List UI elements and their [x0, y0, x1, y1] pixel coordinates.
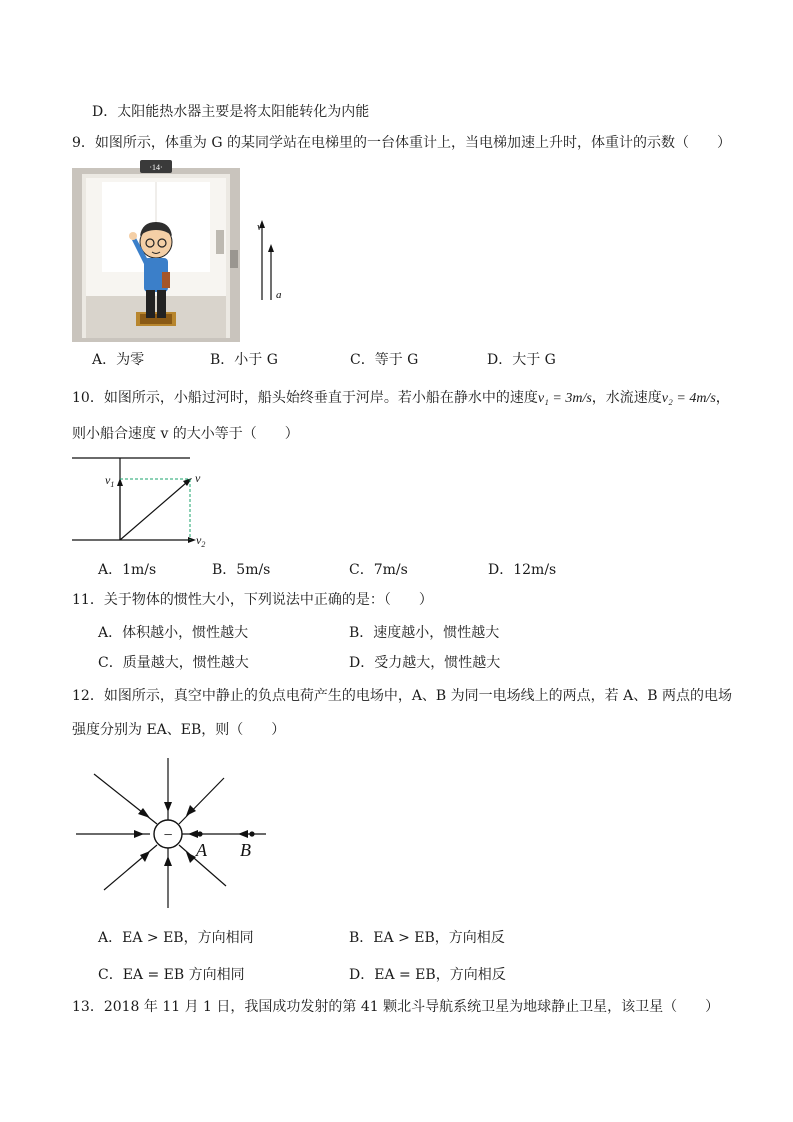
q12-option-a[interactable]: A．EA > EB，方向相同 [98, 930, 254, 946]
q10-v1-expr: v₁ = 3m/s [537, 391, 592, 406]
q11-option-c[interactable]: C．质量越大，惯性越大 [98, 655, 249, 671]
q10-option-a[interactable]: A．1m/s [98, 562, 157, 578]
q10-v2-expr: v₂ = 4m/s [661, 391, 716, 406]
q11-option-d[interactable]: D．受力越大，惯性越大 [349, 655, 501, 671]
q11-option-a[interactable]: A．体积越小，惯性越大 [98, 625, 249, 641]
q10-option-b[interactable]: B．5m/s [212, 562, 271, 578]
point-b-label: B [240, 840, 251, 860]
v2-sub: 2 [201, 540, 206, 549]
q12-stem-line2: 强度分别为 EA、EB，则（ ） [72, 722, 286, 738]
velocity-label: v [257, 221, 262, 233]
v1-label: v [105, 473, 111, 487]
q11-option-b[interactable]: B．速度越小，惯性越大 [349, 625, 500, 641]
q9-stem: 9．如图所示，体重为 G 的某同学站在电梯里的一台体重计上，当电梯加速上升时，体重计的示数（ ） [72, 135, 731, 151]
q10-stem-prefix: 10．如图所示，小船过河时，船头始终垂直于河岸。若小船在静水中的速度 [72, 390, 538, 406]
v2-label: v [196, 533, 202, 547]
q10-stem-line2: 则小船合速度 v 的大小等于（ ） [72, 426, 299, 442]
q9-elevator-figure [72, 160, 292, 340]
v-label: v [195, 471, 201, 485]
acceleration-label: a [276, 289, 282, 301]
q10-velocity-figure [72, 450, 222, 550]
q9-option-d[interactable]: D．大于 G [487, 352, 556, 368]
svg-text:v1 [105, 473, 114, 489]
v1-sub: 1 [110, 480, 115, 489]
q8-option-d: D．太阳能热水器主要是将太阳能转化为内能 [92, 104, 370, 120]
q9-option-c[interactable]: C．等于 G [350, 352, 419, 368]
q10-option-d[interactable]: D．12m/s [488, 562, 557, 578]
svg-text:v2 [196, 533, 205, 549]
q12-option-b[interactable]: B．EA > EB，方向相反 [349, 930, 505, 946]
q9-option-b[interactable]: B．小于 G [210, 352, 278, 368]
floor-display: ·14· [149, 163, 163, 172]
q12-stem-line1: 12．如图所示，真空中静止的负点电荷产生的电场中，A、B 为同一电场线上的两点，若 A、B 两点的电场 [72, 688, 732, 704]
q12-option-c[interactable]: C．EA = EB 方向相同 [98, 967, 245, 983]
q10-stem-suffix: ， [715, 390, 730, 406]
point-a-label: A [196, 840, 207, 860]
q11-stem: 11．关于物体的惯性大小，下列说法中正确的是：（ ） [72, 592, 433, 608]
q13-stem: 13．2018 年 11 月 1 日，我国成功发射的第 41 颗北斗导航系统卫星为地球静止卫星，该卫星（ ） [72, 999, 720, 1015]
q10-stem-line1 [72, 388, 730, 409]
q9-option-a[interactable]: A．为零 [92, 352, 145, 368]
charge-sign: − [163, 827, 173, 844]
q12-field-figure [76, 758, 276, 908]
q12-option-d[interactable]: D．EA = EB，方向相反 [349, 967, 506, 983]
q10-option-c[interactable]: C．7m/s [349, 562, 408, 578]
q10-stem-mid: ，水流速度 [591, 390, 662, 406]
